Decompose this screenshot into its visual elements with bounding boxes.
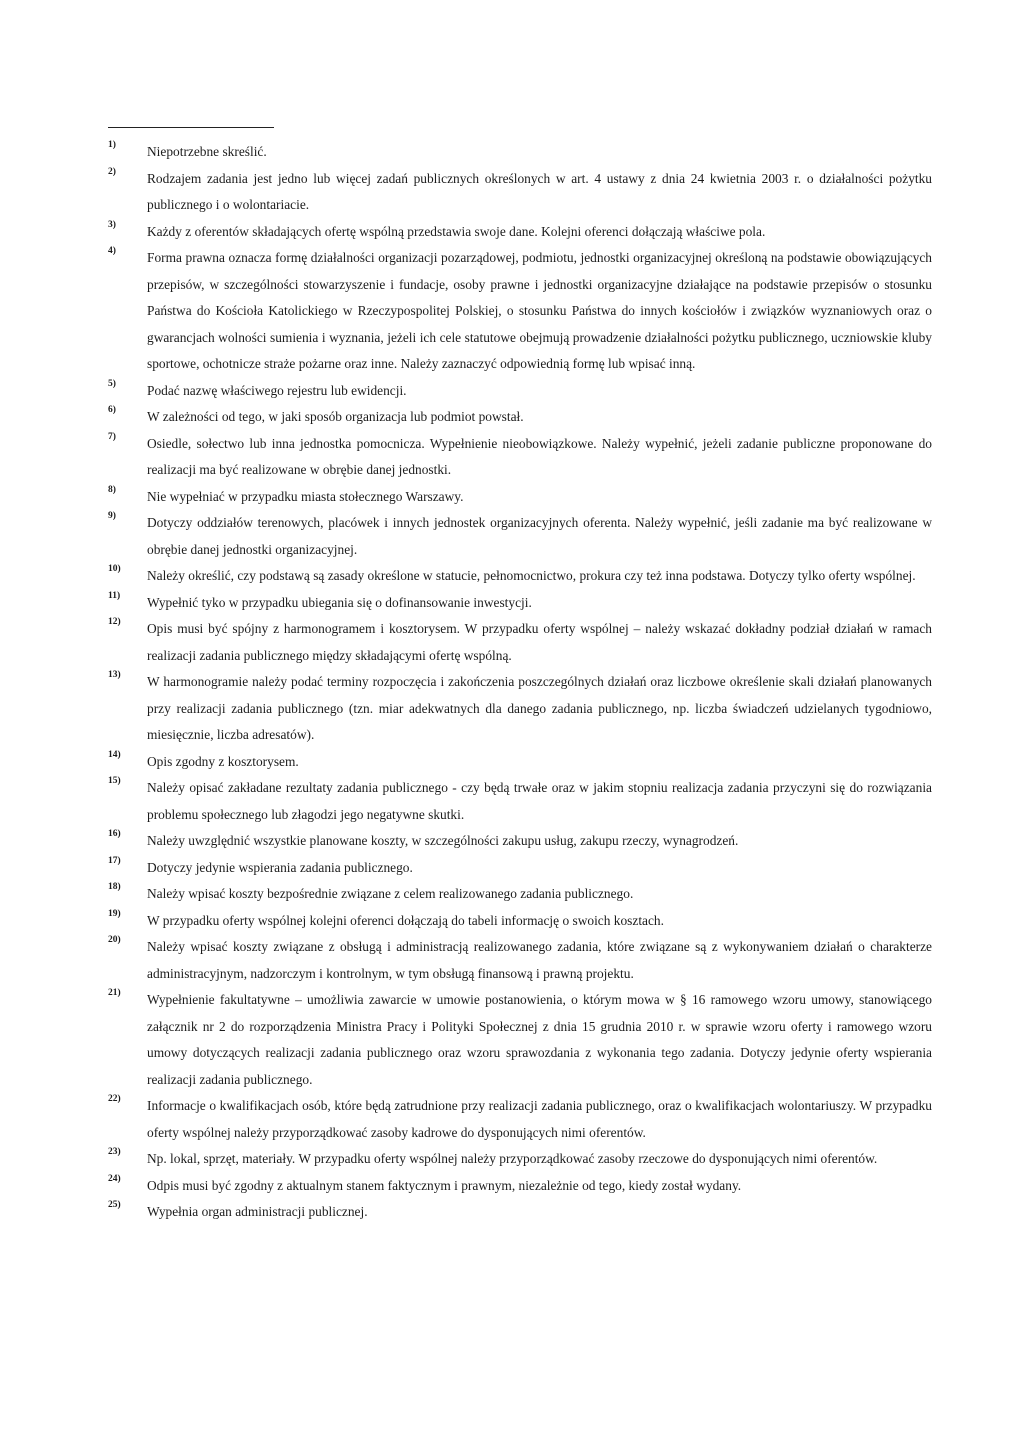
footnote-text: Należy wpisać koszty związane z obsługą i administracją realizowanego zadania, które związane są z wykonywaniem działań o charakterze administracyjnym, nadzorczym i kontrolnym, w tym obsługą finansową i prawną projektu. (147, 939, 932, 981)
footnote-text: Wypełnia organ administracji publicznej. (147, 1204, 368, 1219)
footnote-number: 24) (108, 1173, 121, 1184)
footnote (108, 987, 932, 1093)
footnote-number: 17) (108, 855, 121, 866)
footnote (108, 749, 932, 776)
footnote-text: W harmonogramie należy podać terminy rozpoczęcia i zakończenia poszczególnych działań oraz liczbowe określenie skali działań planowanych przy realizacji zadania publicznego (tzn. miar adekwatnych dla danego zadania publicznego, np. liczba świadczeń udzielanych tygodniowo, miesięcznie, liczba adresatów). (147, 674, 932, 742)
footnote (108, 484, 932, 511)
footnote (108, 881, 932, 908)
footnote (108, 908, 932, 935)
footnote (108, 378, 932, 405)
footnote-number: 23) (108, 1147, 121, 1157)
footnote-text: Osiedle, sołectwo lub inna jednostka pomocnicza. Wypełnienie nieobowiązkowe. Należy wypełnić, jeżeli zadanie publiczne proponowane do realizacji ma być realizowane w obrębie danej jednostki. (147, 435, 932, 477)
footnote-number: 6) (108, 405, 116, 415)
footnote-number: 22) (108, 1094, 121, 1104)
footnote (108, 166, 932, 219)
footnote-number: 5) (108, 378, 116, 389)
footnote-text: Każdy z oferentów składających ofertę wspólną przedstawia swoje dane. Kolejni oferenci dołączają właściwe pola. (147, 223, 766, 239)
footnote-number: 13) (108, 670, 121, 680)
footnote-number: 15) (108, 776, 121, 786)
footnote (108, 828, 932, 855)
footnote-number: 7) (108, 431, 116, 442)
footnotes-list (108, 139, 932, 1226)
footnote-number: 9) (108, 511, 116, 521)
footnote-number: 21) (108, 988, 121, 998)
footnote-number: 18) (108, 882, 121, 892)
footnote (108, 1093, 932, 1146)
footnote (108, 590, 932, 617)
footnote-text: Wypełnić tyko w przypadku ubiegania się o dofinansowanie inwestycji. (147, 594, 532, 610)
footnote-number: 25) (108, 1200, 121, 1210)
footnote (108, 669, 932, 749)
footnote-number: 11) (108, 590, 121, 601)
footnote-text: Wypełnienie fakultatywne – umożliwia zawarcie w umowie postanowienia, o którym mowa w § 16 ramowego wzoru umowy, stanowiącego załącznik nr 2 do rozporządzenia Ministra Pracy i Polityki Społecznej z dnia 15 grudnia 2010 r. w sprawie wzoru oferty i ramowego wzoru umowy dotyczących realizacji zadania publicznego oraz wzoru sprawozdania z wykonania tego zadania. Dotyczy jedynie oferty wspierania realizacji zadania publicznego. (147, 992, 932, 1087)
footnote-text: W zależności od tego, w jaki sposób organizacja lub podmiot powstał. (147, 409, 524, 424)
footnote (108, 616, 932, 669)
footnote-number: 12) (108, 617, 121, 627)
footnote (108, 563, 932, 590)
footnote (108, 404, 932, 431)
footnote-text: Informacje o kwalifikacjach osób, które będą zatrudnione przy realizacji zadania publicznego, oraz o kwalifikacjach wolontariuszy. W przypadku oferty wspólnej należy przyporządkować zasoby kadrowe do dysponujących nimi oferentów. (147, 1098, 932, 1140)
footnote-number: 3) (108, 219, 116, 230)
footnote (108, 775, 932, 828)
footnote (108, 934, 932, 987)
footnote-text: Np. lokal, sprzęt, materiały. W przypadku oferty wspólnej należy przyporządkować zasoby rzeczowe do dysponujących nimi oferentów. (147, 1151, 878, 1166)
footnote-text: Odpis musi być zgodny z aktualnym stanem faktycznym i prawnym, niezależnie od tego, kiedy został wydany. (147, 1177, 742, 1193)
footnote-text: W przypadku oferty wspólnej kolejni oferenci dołączają do tabeli informację o swoich kosztach. (147, 912, 664, 928)
footnote-number: 8) (108, 484, 116, 495)
footnote-number: 14) (108, 749, 121, 760)
footnote-text: Dotyczy jedynie wspierania zadania publicznego. (147, 859, 413, 875)
footnote (108, 139, 932, 166)
footnote (108, 245, 932, 378)
footnote-number: 4) (108, 246, 116, 256)
footnote-text: Nie wypełniać w przypadku miasta stołecznego Warszawy. (147, 488, 464, 504)
footnote-number: 1) (108, 140, 116, 150)
footnote-text: Podać nazwę właściwego rejestru lub ewidencji. (147, 382, 407, 398)
footnote (108, 1199, 932, 1226)
footnote-text: Opis musi być spójny z harmonogramem i kosztorysem. W przypadku oferty wspólnej – należy wskazać dokładny podział działań w ramach realizacji zadania publicznego między składającymi ofertę wspólną. (147, 621, 932, 663)
footnote-separator (108, 127, 274, 128)
footnote-number: 16) (108, 829, 121, 839)
footnote-text: Należy wpisać koszty bezpośrednie związane z celem realizowanego zadania publicznego. (147, 886, 634, 901)
footnote-number: 20) (108, 935, 121, 945)
footnote-number: 2) (108, 166, 116, 177)
footnote (108, 431, 932, 484)
footnote (108, 1173, 932, 1200)
footnote-text: Należy opisać zakładane rezultaty zadania publicznego - czy będą trwałe oraz w jakim stopniu realizacja zadania przyczyni się do rozwiązania problemu społecznego lub złagodzi jego negatywne skutki. (147, 780, 932, 822)
footnote-number: 10) (108, 564, 121, 574)
footnote-number: 19) (108, 908, 121, 919)
footnote-text: Opis zgodny z kosztorysem. (147, 753, 299, 769)
footnote-text: Dotyczy oddziałów terenowych, placówek i innych jednostek organizacyjnych oferenta. Należy wypełnić, jeśli zadanie ma być realizowane w obrębie danej jednostki organizacyjnej. (147, 515, 932, 557)
footnote-text: Niepotrzebne skreślić. (147, 144, 267, 159)
footnote-text: Forma prawna oznacza formę działalności organizacji pozarządowej, podmiotu, jednostki organizacyjnej określoną na podstawie obowiązujących przepisów, w szczególności stowarzyszenie i fundacje, osoby prawne i jednostki organizacyjne działające na podstawie przepisów o stosunku Państwa do Kościoła Katolickiego w Rzeczypospolitej Polskiej, o stosunku Państwa do innych kościołów i związków wyznaniowych oraz o gwarancjach wolności sumienia i wyznania, jeżeli ich cele statutowe obejmują prowadzenie działalności pożytku publicznego, uczniowskie kluby sportowe, ochotnicze straże pożarne oraz inne. Należy zaznaczyć odpowiednią formę lub wpisać inną. (147, 250, 932, 371)
footnote-text: Rodzajem zadania jest jedno lub więcej zadań publicznych określonych w art. 4 ustawy z dnia 24 kwietnia 2003 r. o działalności pożytku publicznego i o wolontariacie. (147, 170, 932, 212)
footnote (108, 1146, 932, 1173)
footnote (108, 219, 932, 246)
footnote (108, 510, 932, 563)
footnote-text: Należy określić, czy podstawą są zasady określone w statucie, pełnomocnictwo, prokura czy też inna podstawa. Dotyczy tylko oferty wspólnej. (147, 568, 916, 583)
footnote-text: Należy uwzględnić wszystkie planowane koszty, w szczególności zakupu usług, zakupu rzeczy, wynagrodzeń. (147, 833, 739, 848)
footnote (108, 855, 932, 882)
